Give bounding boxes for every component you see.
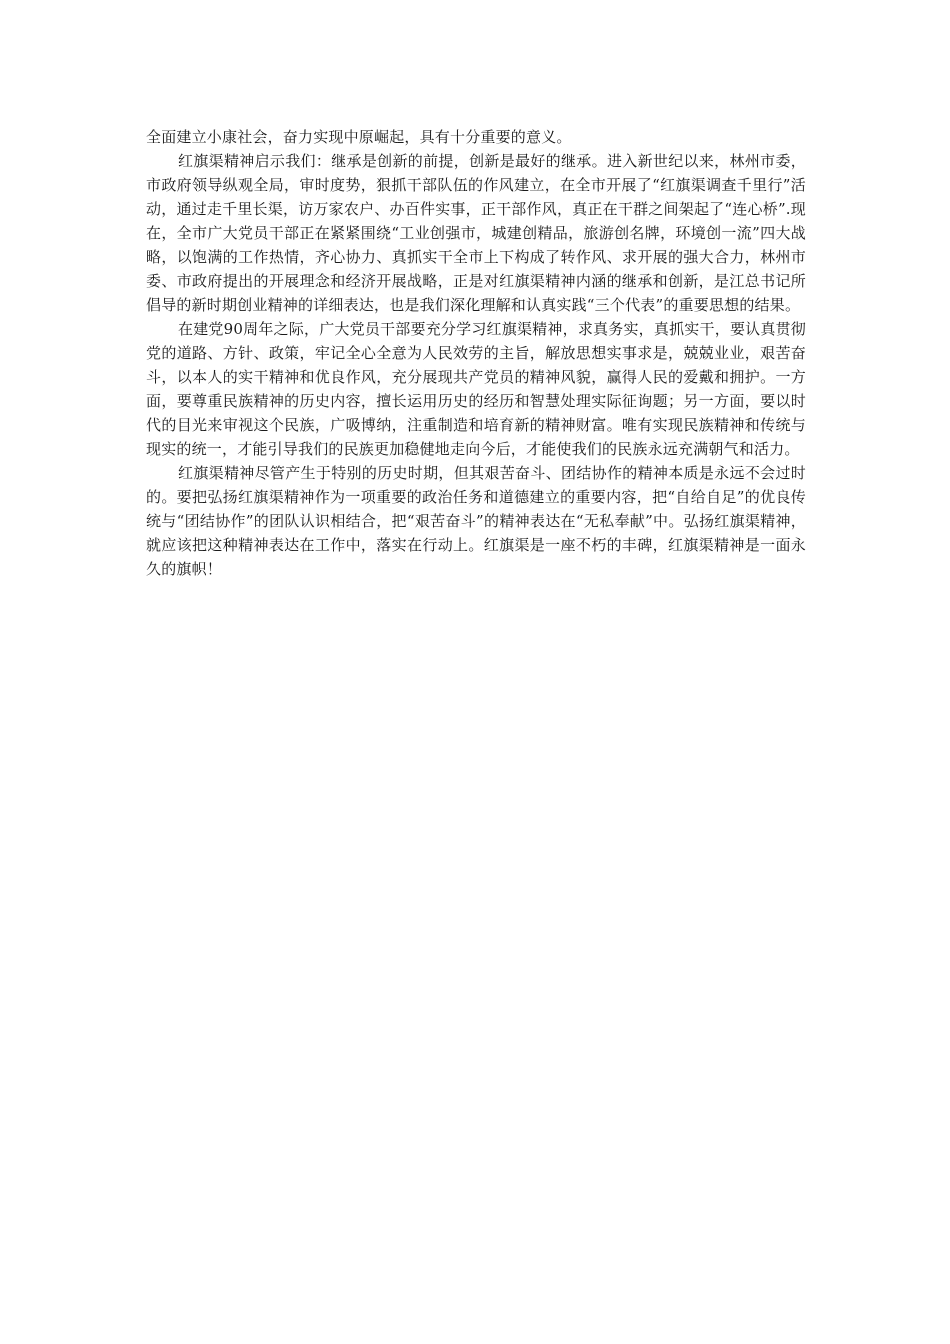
document-body xyxy=(146,125,806,581)
paragraph-1: 全面建立小康社会，奋力实现中原崛起，具有十分重要的意义。 xyxy=(146,128,572,146)
paragraph-3: 在建党90周年之际，广大党员干部要充分学习红旗渠精神，求真务实，真抓实干，要认真贯彻党的道路、方针、政策，牢记全心全意为人民效劳的主旨，解放思想实事求是，兢兢业业，艰苦奋斗，以本人的实干精神和优良作风，充分展现共产党员的精神风貌，赢得人民的爱戴和拥护。一方面，要尊重民族精神的历史内容，擅长运用历史的经历和智慧处理实际征询题；另一方面，要以时代的目光来审视这个民族，广吸博纳，注重制造和培育新的精神财富。唯有实现民族精神和传统与现实的统一，才能引导我们的民族更加稳健地走向今后，才能使我们的民族永远充满朝气和活力。 xyxy=(146,320,806,458)
paragraph-2: 红旗渠精神启示我们：继承是创新的前提，创新是最好的继承。进入新世纪以来，林州市委，市政府领导纵观全局，审时度势，狠抓干部队伍的作风建立，在全市开展了“红旗渠调查千里行”活动，通过走千里长渠，访万家农户、办百件实事，正干部作风，真正在干群之间架起了“连心桥”.现在，全市广大党员干部正在紧紧围绕“工业创强市，城建创精品，旅游创名牌，环境创一流”四大战略，以饱满的工作热情，齐心协力、真抓实干全市上下构成了转作风、求开展的强大合力，林州市委、市政府提出的开展理念和经济开展战略，正是对红旗渠精神内涵的继承和创新，是江总书记所倡导的新时期创业精神的详细表达，也是我们深化理解和认真实践“三个代表”的重要思想的结果。 xyxy=(146,152,806,314)
paragraph-4: 红旗渠精神尽管产生于特别的历史时期，但其艰苦奋斗、团结协作的精神本质是永远不会过时的。要把弘扬红旗渠精神作为一项重要的政治任务和道德建立的重要内容，把“自给自足”的优良传统与“团结协作”的团队认识相结合，把“艰苦奋斗”的精神表达在“无私奉献”中。弘扬红旗渠精神，就应该把这种精神表达在工作中，落实在行动上。红旗渠是一座不朽的丰碑，红旗渠精神是一面永久的旗帜！ xyxy=(146,464,806,578)
